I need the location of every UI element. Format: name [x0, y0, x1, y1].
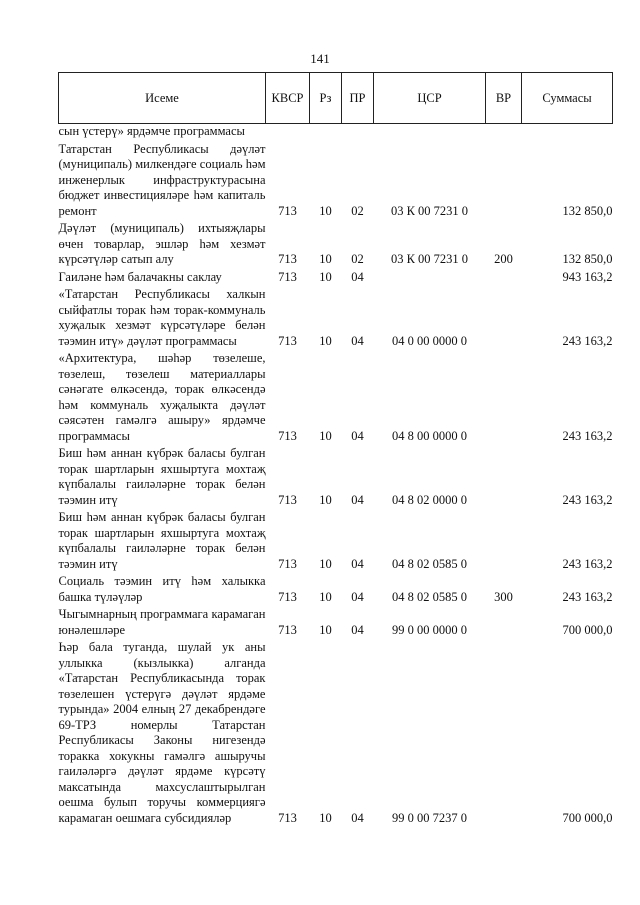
- cell-name: Биш һәм аннан күбрәк баласы булган торак шартларын яхшыртуга мохтаҗ күпбалалы гаиләләрне торак белән тәэмин итү: [58, 510, 266, 571]
- cell-vr: [486, 349, 522, 444]
- cell-vr: [486, 268, 522, 286]
- cell-sum: 700 000,0: [562, 810, 613, 825]
- table-body: [59, 124, 613, 827]
- cell-vr: [486, 285, 522, 349]
- cell-pr: 04: [351, 622, 364, 637]
- cell-kvsr: 713: [278, 492, 297, 507]
- cell-name: Татарстан Республикасы дәүләт (муниципаль) милкендәге социаль һәм инженерлык инфраструктурасына бюджет инвестицияләре һәм капиталь ремонт: [58, 141, 266, 218]
- cell-sum: 243 163,2: [562, 589, 613, 604]
- cell-csr: 99 0 00 7237 0: [392, 810, 467, 825]
- table-row: [59, 605, 613, 638]
- table-row: [59, 124, 613, 140]
- cell-name: Социаль тәэмин итү һәм халыкка башка түләүләр: [58, 574, 266, 604]
- table-row: [59, 219, 613, 268]
- cell-pr: 04: [351, 810, 364, 825]
- cell-name: Чыгымнарның программага карамаган юнәлешләре: [58, 607, 266, 637]
- cell-sum: [522, 124, 613, 140]
- header-name: Исеме: [59, 73, 266, 124]
- cell-sum: 243 163,2: [562, 333, 613, 348]
- cell-rz: 10: [319, 492, 332, 507]
- cell-csr: 99 0 00 0000 0: [392, 622, 467, 637]
- cell-name: «Татарстан Республикасы халкын сыйфатлы торак һәм торак-коммуналь хуҗалык хезмәт күрсәтүләре белән тәэмин итү» дәүләт программасы: [58, 287, 266, 348]
- cell-name: сын үстерү» ярдәмче программасы: [58, 124, 245, 138]
- cell-kvsr: 713: [278, 556, 297, 571]
- header-csr: ЦСР: [374, 73, 486, 124]
- cell-sum: 243 163,2: [562, 492, 613, 507]
- cell-csr: 04 8 02 0585 0: [392, 556, 467, 571]
- cell-rz: 10: [319, 269, 332, 284]
- cell-name: Һәр бала туганда, шулай ук аны уллыкка (кызлыкка) алганда «Татарстан Республикасында торак төзелешен үстерүгә дәүләт ярдәме турында» 2004 елның 27 декабрендәге 69-ТРЗ номерлы Татарстан Республикасы Законы нигезендә торакка хокукны гамәлгә ашыручы гаиләләргә дәүләт ярдәме күрсәтү максатында махсуслаштырылган оешма булып торучы коммерциягә карамаган оешмага субсидияләр: [58, 640, 266, 825]
- cell-vr: [486, 638, 522, 826]
- cell-rz: 10: [319, 810, 332, 825]
- header-kvsr: КВСР: [266, 73, 310, 124]
- cell-kvsr: [266, 124, 310, 140]
- cell-pr: 04: [351, 589, 364, 604]
- table-row: [59, 572, 613, 605]
- cell-sum: 943 163,2: [562, 269, 613, 284]
- header-pr: ПР: [342, 73, 374, 124]
- cell-vr: 200: [494, 252, 513, 266]
- cell-pr: 02: [351, 252, 364, 266]
- cell-sum: 700 000,0: [562, 622, 613, 637]
- cell-kvsr: 713: [278, 428, 297, 443]
- cell-csr: 03 К 00 7231 0: [390, 252, 469, 266]
- header-vr: ВР: [486, 73, 522, 124]
- cell-name: Гаиләне һәм балачакны саклау: [58, 269, 222, 284]
- cell-rz: [310, 124, 342, 140]
- cell-csr: 03 К 00 7231 0: [390, 203, 469, 218]
- cell-kvsr: 713: [278, 252, 297, 266]
- cell-vr: [486, 140, 522, 220]
- table-row: [59, 268, 613, 286]
- cell-pr: [342, 124, 374, 140]
- cell-pr: 04: [351, 492, 364, 507]
- cell-csr: 04 8 02 0000 0: [392, 492, 467, 507]
- cell-csr: 04 0 00 0000 0: [392, 333, 467, 348]
- cell-csr: 04 8 02 0585 0: [392, 589, 467, 604]
- cell-pr: 04: [351, 428, 364, 443]
- header-rz: Рз: [310, 73, 342, 124]
- cell-kvsr: 713: [278, 269, 297, 284]
- table-row: [59, 349, 613, 444]
- cell-name: Биш һәм аннан күбрәк баласы булган торак шартларын яхшыртуга мохтаҗ күпбалалы гаиләләрне торак белән тәэмин итү: [58, 446, 266, 507]
- cell-sum: 243 163,2: [562, 556, 613, 571]
- cell-csr: 04 8 00 0000 0: [392, 428, 467, 443]
- cell-rz: 10: [319, 622, 332, 637]
- cell-vr: 300: [494, 589, 513, 604]
- cell-pr: 04: [351, 269, 364, 284]
- cell-csr: [374, 268, 486, 286]
- table-row: [59, 508, 613, 572]
- cell-rz: 10: [319, 556, 332, 571]
- cell-rz: 10: [319, 252, 332, 266]
- page-number: 141: [310, 51, 330, 66]
- cell-pr: 04: [351, 556, 364, 571]
- cell-rz: 10: [319, 203, 332, 218]
- cell-kvsr: 713: [278, 622, 297, 637]
- budget-table: [58, 72, 613, 826]
- cell-rz: 10: [319, 333, 332, 348]
- cell-name: «Архитектура, шәһәр төзелеше, төзелеш, төзелеш материаллары сәнәгате өлкәсендә, торак өлкәсендә һәм коммуналь хуҗалыкта дәүләт сәясәтен гамәлгә ашыру» ярдәмче программасы: [58, 351, 266, 443]
- table-header: [59, 73, 613, 124]
- cell-kvsr: 713: [278, 333, 297, 348]
- cell-vr: [486, 605, 522, 638]
- table-row: [59, 140, 613, 220]
- cell-kvsr: 713: [278, 589, 297, 604]
- cell-sum: 132 850,0: [562, 252, 613, 266]
- cell-pr: 04: [351, 333, 364, 348]
- table-row: [59, 444, 613, 508]
- cell-csr: [374, 124, 486, 140]
- cell-rz: 10: [319, 428, 332, 443]
- cell-kvsr: 713: [278, 810, 297, 825]
- cell-vr: [486, 444, 522, 508]
- cell-name: Дәүләт (муниципаль) ихтыяҗлары өчен товарлар, эшләр һәм хезмәт күрсәтүләр сатып алу: [58, 221, 266, 266]
- cell-rz: 10: [319, 589, 332, 604]
- table-row: [59, 638, 613, 826]
- table-row: [59, 285, 613, 349]
- cell-sum: 243 163,2: [562, 428, 613, 443]
- cell-vr: [486, 124, 522, 140]
- header-sum: Суммасы: [522, 73, 613, 124]
- cell-pr: 02: [351, 203, 364, 218]
- cell-sum: 132 850,0: [562, 203, 613, 218]
- cell-kvsr: 713: [278, 203, 297, 218]
- cell-vr: [486, 508, 522, 572]
